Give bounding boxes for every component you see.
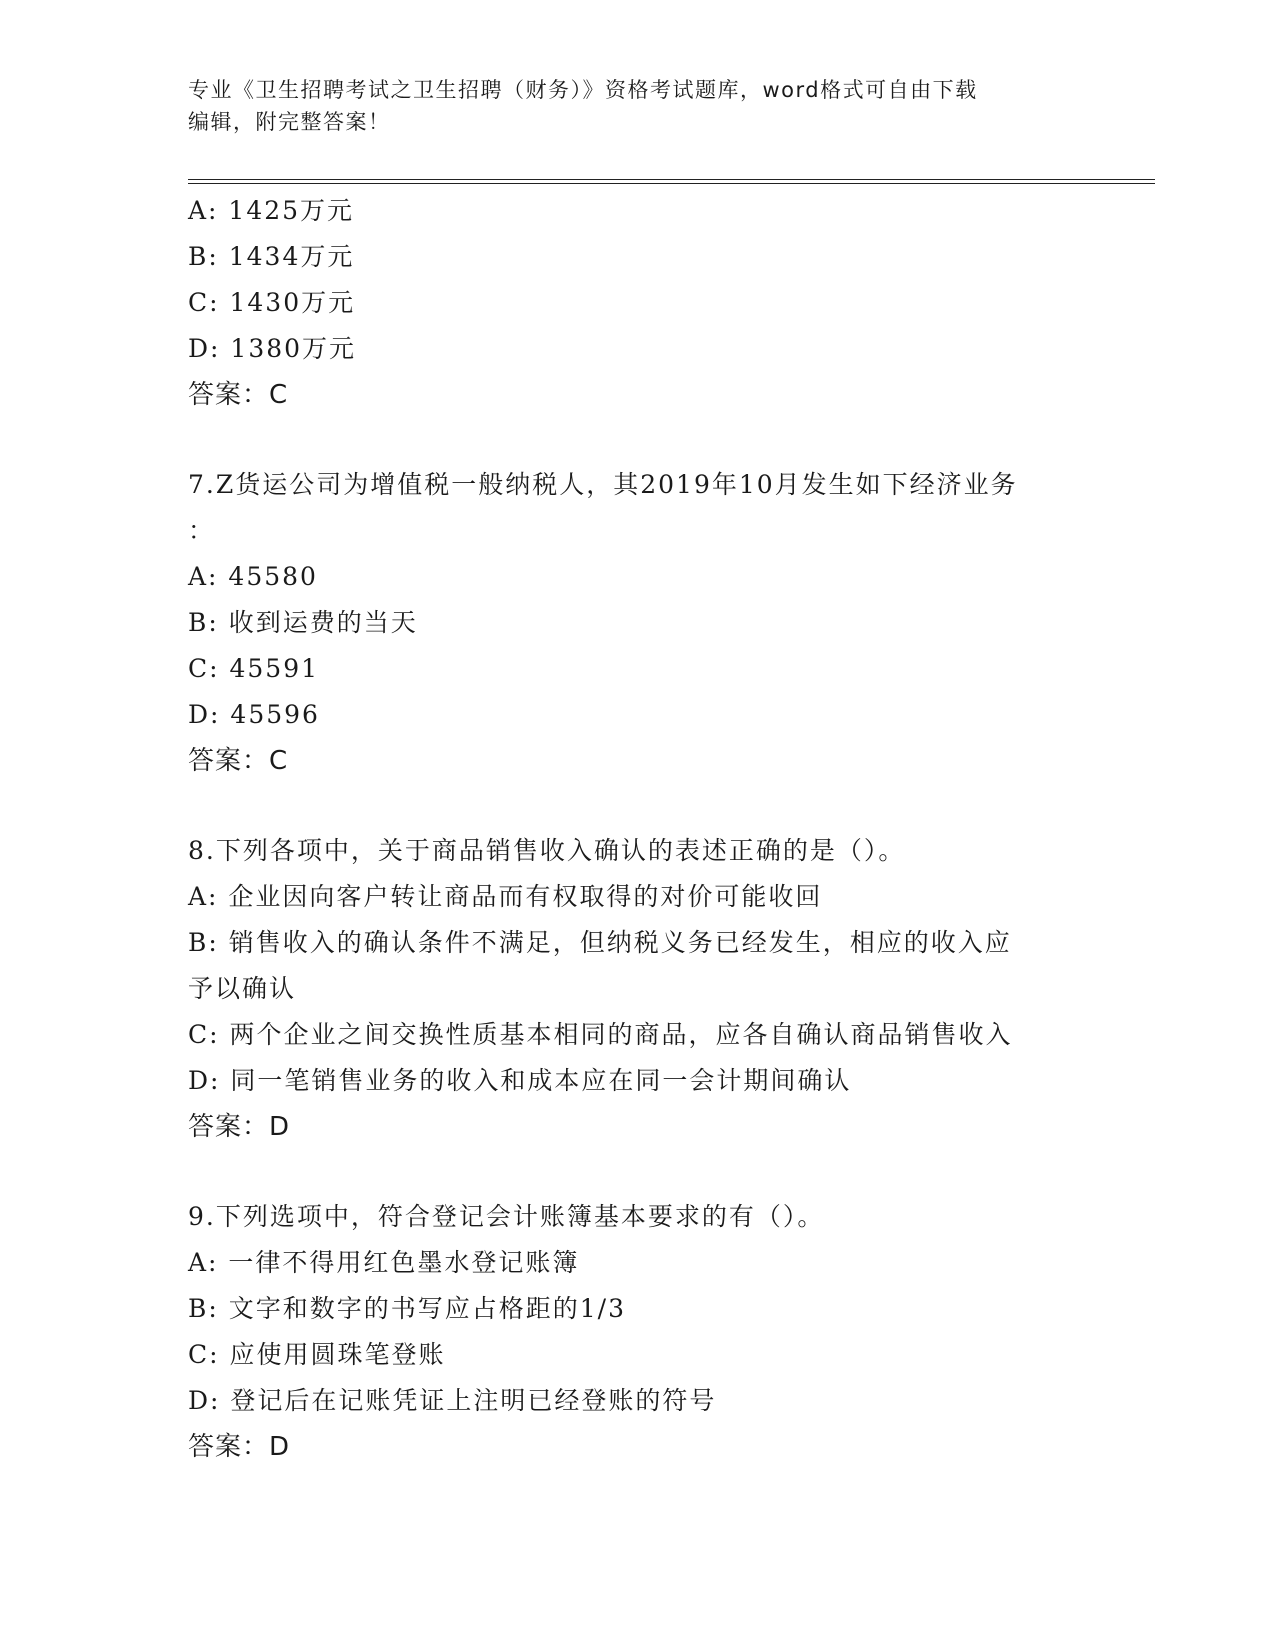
q9-option-c: C: 应使用圆珠笔登账: [188, 1340, 446, 1369]
spacer: [188, 1150, 1088, 1194]
q9-option-a: A: 一律不得用红色墨水登记账簿: [188, 1248, 580, 1277]
q7-option-a: A: 45580: [188, 562, 318, 591]
header-divider-bottom: [188, 183, 1155, 184]
q6-option-d: D: 1380万元: [188, 334, 357, 363]
q6-answer: 答案：C: [188, 380, 289, 410]
q7-answer: 答案：C: [188, 746, 289, 776]
q7-option-b: B: 收到运费的当天: [188, 608, 418, 637]
q8-option-d: D: 同一笔销售业务的收入和成本应在同一会计期间确认: [188, 1066, 852, 1095]
question-7: [188, 462, 1088, 784]
q9-answer: 答案：D: [188, 1432, 291, 1462]
q7-question: 7.Z货运公司为增值税一般纳税人，其2019年10月发生如下经济业务: [188, 470, 1018, 499]
document-header: [188, 74, 1088, 138]
q7-option-d: D: 45596: [188, 700, 320, 729]
question-list: [188, 188, 1088, 1470]
q8-question: 8.下列各项中，关于商品销售收入确认的表述正确的是（）。: [188, 836, 906, 865]
question-8: [188, 828, 1088, 1150]
q8-option-b: B: 销售收入的确认条件不满足，但纳税义务已经发生，相应的收入应: [188, 928, 1012, 957]
q8-answer: 答案：D: [188, 1112, 291, 1142]
question-9: [188, 1194, 1088, 1470]
q8-option-a: A: 企业因向客户转让商品而有权取得的对价可能收回: [188, 882, 823, 911]
q6-option-c: C: 1430万元: [188, 288, 356, 317]
q7-option-c: C: 45591: [188, 654, 320, 683]
q6-option-b: B: 1434万元: [188, 242, 355, 271]
spacer: [188, 418, 1088, 462]
q9-question: 9.下列选项中，符合登记会计账簿基本要求的有（）。: [188, 1202, 825, 1231]
spacer: [188, 784, 1088, 828]
question-6: [188, 188, 1088, 418]
q6-option-a: A: 1425万元: [188, 196, 355, 225]
q9-option-b: B: 文字和数字的书写应占格距的1/3: [188, 1294, 626, 1323]
q7-question-continued: ：: [188, 516, 216, 545]
header-divider-top: [188, 179, 1155, 180]
q9-option-d: D: 登记后在记账凭证上注明已经登账的符号: [188, 1386, 717, 1415]
q8-option-c: C: 两个企业之间交换性质基本相同的商品，应各自确认商品销售收入: [188, 1020, 1013, 1049]
header-line-2: 编辑，附完整答案！: [188, 110, 391, 134]
q8-option-b-continued: 予以确认: [188, 974, 297, 1003]
header-line-1: 专业《卫生招聘考试之卫生招聘（财务）》资格考试题库，word格式可自由下载: [188, 78, 978, 102]
